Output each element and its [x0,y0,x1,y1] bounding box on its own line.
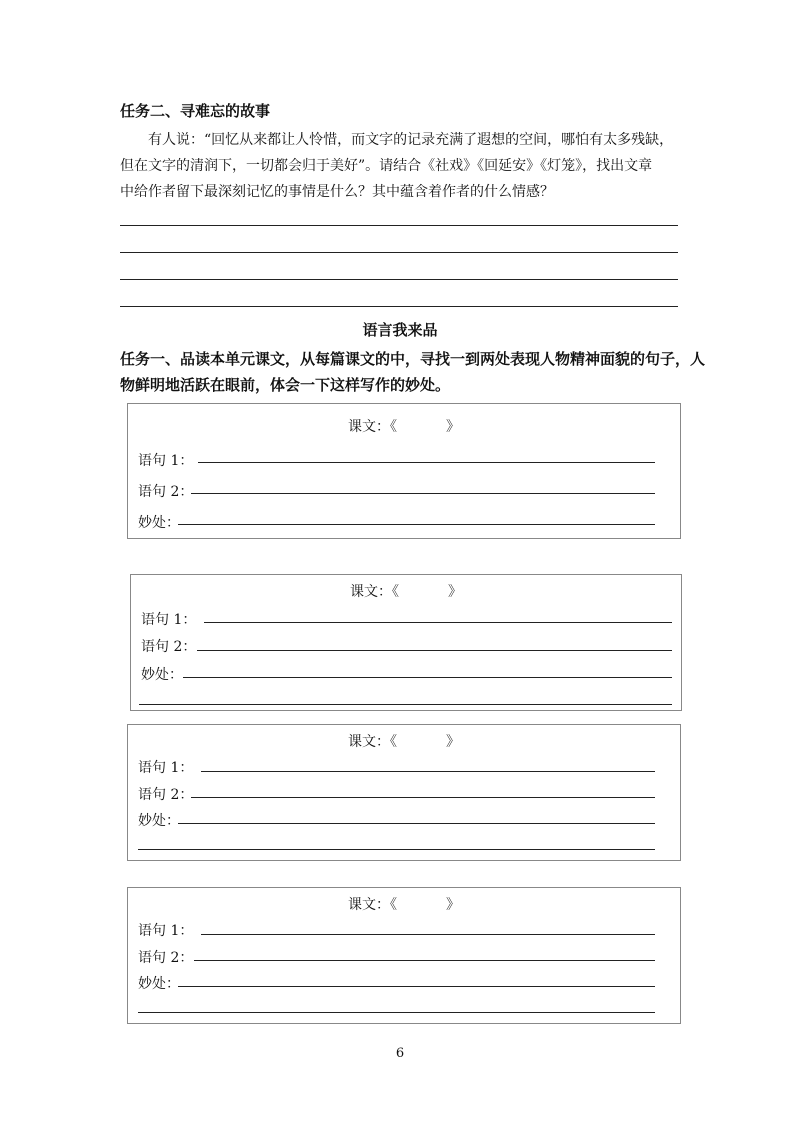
answer-line[interactable] [120,306,678,307]
answer-line[interactable] [120,225,678,226]
paragraph-line: 中给作者留下最深刻记忆的事情是什么？其中蕴含着作者的什么情感？ [120,184,554,200]
merit-extra-line[interactable] [138,1012,655,1013]
task1-instruction [120,346,706,398]
sentence-1-label: 语句 1： [138,453,194,469]
instruction-line: 物鲜明地活跃在眼前，体会一下这样写作的妙处。 [120,376,451,394]
merit-label: 妙处： [141,667,183,683]
instruction-line: 任务一、品读本单元课文，从每篇课文的中，寻找一到两处表现人物精神面貌的句子，人 [120,350,706,368]
merit-extra-line[interactable] [139,704,672,705]
text-title-heading: 课文：《 》 [348,897,460,913]
text-title-heading: 课文：《 》 [348,734,460,750]
sentence-1-label: 语句 1： [141,612,197,628]
answer-box-3 [127,724,681,861]
merit-line[interactable] [178,524,655,525]
merit-label: 妙处： [138,976,180,992]
sentence-2-label: 语句 2： [141,639,197,655]
sentence-2-line[interactable] [197,650,672,651]
sentence-2-line[interactable] [191,797,655,798]
merit-line[interactable] [183,677,672,678]
merit-line[interactable] [178,823,655,824]
paragraph-line: 有人说：“回忆从来都让人怜惜，而文字的记录充满了遐想的空间，哪怕有太多残缺， [148,132,674,148]
answer-box-1 [127,403,681,539]
sentence-1-label: 语句 1： [138,760,194,776]
merit-extra-line[interactable] [138,849,655,850]
paragraph-line: 但在文字的清润下，一切都会归于美好”。请结合《社戏》《回延安》《灯笼》，找出文章 [120,158,653,174]
text-title-heading: 课文：《 》 [350,584,462,600]
section-title: 语言我来品 [362,321,438,339]
answer-box-4 [127,887,681,1024]
sentence-2-label: 语句 2： [138,787,194,803]
sentence-1-line[interactable] [201,934,655,935]
sentence-1-line[interactable] [204,622,672,623]
merit-label: 妙处： [138,515,180,531]
task2-title: 任务二、寻难忘的故事 [120,102,271,120]
text-title-heading: 课文：《 》 [348,419,460,435]
sentence-1-line[interactable] [201,771,655,772]
sentence-1-line[interactable] [198,462,655,463]
sentence-2-label: 语句 2： [138,484,194,500]
task2-paragraph [120,127,680,205]
page-number: 6 [395,1046,405,1061]
sentence-1-label: 语句 1： [138,923,194,939]
merit-label: 妙处： [138,813,180,829]
answer-line[interactable] [120,279,678,280]
merit-line[interactable] [178,986,655,987]
answer-box-2 [130,574,682,711]
sentence-2-label: 语句 2： [138,950,194,966]
sentence-2-line[interactable] [191,493,655,494]
sentence-2-line[interactable] [194,960,655,961]
answer-line[interactable] [120,252,678,253]
